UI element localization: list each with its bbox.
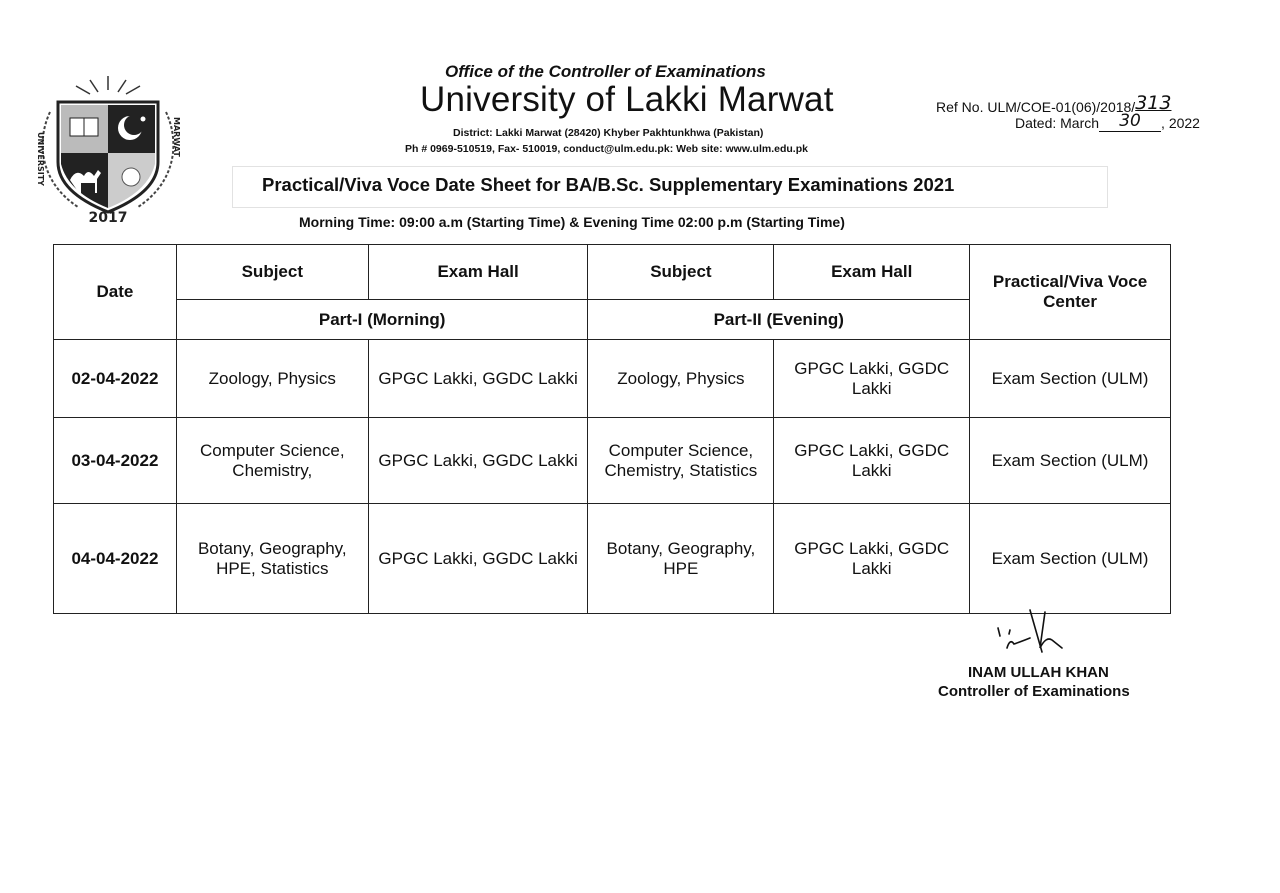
row-part2-hall: GPGC Lakki, GGDC Lakki	[774, 504, 970, 614]
ref-number-handwritten: 313	[1135, 92, 1172, 114]
row-part1-subject: Botany, Geography, HPE, Statistics	[176, 504, 368, 614]
header-hall-part1: Exam Hall	[368, 245, 588, 300]
row-part2-hall: GPGC Lakki, GGDC Lakki	[774, 418, 970, 504]
header-center: Practical/Viva Voce Center	[970, 245, 1171, 340]
header-subject-part1: Subject	[176, 245, 368, 300]
header-date: Date	[54, 245, 177, 340]
contact-info: Ph # 0969-510519, Fax- 510019, conduct@ulm.edu.pk: Web site: www.ulm.edu.pk	[405, 143, 808, 155]
row-date: 04-04-2022	[54, 504, 177, 614]
university-name: University of Lakki Marwat	[420, 80, 834, 119]
document-title: Practical/Viva Voce Date Sheet for BA/B.Sc. Supplementary Examinations 2021	[262, 174, 955, 195]
row-part2-subject: Botany, Geography, HPE	[588, 504, 774, 614]
row-part1-hall: GPGC Lakki, GGDC Lakki	[368, 418, 588, 504]
row-date: 03-04-2022	[54, 418, 177, 504]
row-part2-subject: Zoology, Physics	[588, 340, 774, 418]
district-address: District: Lakki Marwat (28420) Khyber Pakhtunkhwa (Pakistan)	[453, 127, 764, 139]
row-part1-subject: Zoology, Physics	[176, 340, 368, 418]
office-heading: Office of the Controller of Examinations	[445, 62, 766, 81]
ref-label: Ref No. ULM/COE-01(06)/2018/	[936, 99, 1136, 115]
svg-text:MARWAT: MARWAT	[172, 117, 181, 157]
svg-text:2017: 2017	[88, 210, 128, 222]
row-center: Exam Section (ULM)	[970, 504, 1171, 614]
row-part2-hall: GPGC Lakki, GGDC Lakki	[774, 340, 970, 418]
row-center: Exam Section (ULM)	[970, 340, 1171, 418]
row-part2-subject: Computer Science, Chemistry, Statistics	[588, 418, 774, 504]
header-part1-morning: Part-I (Morning)	[176, 300, 588, 340]
signature-scribble	[990, 608, 1090, 658]
header-subject-part2: Subject	[588, 245, 774, 300]
date-sheet-table	[53, 244, 1171, 614]
header-hall-part2: Exam Hall	[774, 245, 970, 300]
dated-label: Dated: March	[1015, 115, 1100, 131]
table-row	[54, 504, 1171, 614]
table-row	[54, 340, 1171, 418]
row-part1-hall: GPGC Lakki, GGDC Lakki	[368, 504, 588, 614]
row-part1-subject: Computer Science, Chemistry,	[176, 418, 368, 504]
row-center: Exam Section (ULM)	[970, 418, 1171, 504]
signatory-name: INAM ULLAH KHAN	[968, 664, 1109, 681]
svg-text:UNIVERSITY: UNIVERSITY	[36, 132, 45, 186]
table-row	[54, 418, 1171, 504]
signatory-title: Controller of Examinations	[938, 683, 1130, 700]
dated-line	[1015, 113, 1200, 134]
dated-day-handwritten: 30	[1099, 111, 1161, 132]
timing-note: Morning Time: 09:00 a.m (Starting Time) & Evening Time 02:00 p.m (Starting Time)	[299, 214, 845, 230]
header-part2-evening: Part-II (Evening)	[588, 300, 970, 340]
row-part1-hall: GPGC Lakki, GGDC Lakki	[368, 340, 588, 418]
university-logo	[28, 72, 188, 222]
row-date: 02-04-2022	[54, 340, 177, 418]
dated-year: , 2022	[1161, 115, 1200, 131]
